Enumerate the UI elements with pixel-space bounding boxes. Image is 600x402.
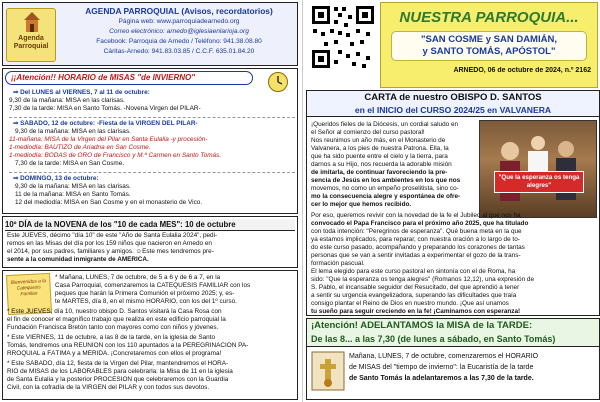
carta-line: convocado el Papa Francisco para el próximo año 2025, que ha titulado <box>311 220 529 227</box>
carta-line: sido: "Que la esperanza os tenga alegres" (Romanos 12,12), una expresión de <box>311 276 535 283</box>
carta-section <box>306 90 600 316</box>
masthead-issue: ARNEDO, 06 de octubre de 2024, n.º 2162 <box>453 67 591 74</box>
agenda-logo-text: Agenda Parroquial <box>13 35 49 50</box>
carta-line: de imitarla, de continuar favoreciendo la pre- <box>311 169 448 176</box>
horario-line: 11 de la mañana: MISA en Santo Tomás. <box>15 191 131 198</box>
mass-icon <box>311 351 345 391</box>
aviso-line: Casa Parroquial, comenzaremos la CATEQUESIS FAMILIAR con los <box>55 282 251 289</box>
horario-line: 9,30 de la mañana: MISA en las clarisas. <box>15 183 131 190</box>
carta-line: consigo plantar el Reino de Dios en nuestro mundo. ¡Que así unamos <box>311 300 509 307</box>
horario-line: 9,30 de la mañana: MISA en las clarisas. <box>15 128 131 135</box>
horario-line: 1-mediodía: BAUTIZO de Ariadna en San Cosme. <box>9 144 151 151</box>
agenda-web: Página web: www.parroquiadearnedo.org <box>118 18 240 25</box>
carta-line: Nos reunimos un año más, en el Monasterio de <box>311 137 446 144</box>
agenda-header <box>2 2 298 66</box>
aviso-line: * Este SÁBADO, día 12, fiesta de la Virgen del Pilar, mantendremos el HORA- <box>7 360 229 367</box>
carta-line: personas que se van a sentir invitadas a experimentar el gozo de la trans- <box>311 252 521 259</box>
atencion-title-bar <box>307 319 599 347</box>
novena-title: 10º DÍA de la NOVENA de los "10 de cada MES": 10 de octubre <box>5 219 295 231</box>
carta-line: do este curso pasado, acompañando y preparando los corazones de tantas <box>311 244 525 251</box>
carta-line: sencia de Jesús en los ambientes en los que nos <box>311 177 461 184</box>
atencion-section <box>306 318 600 400</box>
carta-line: cer lo mejor que hemos recibido. <box>311 201 412 208</box>
aviso-line: RROQUIAL a FÁTIMA y a MÉRIDA. ¡Concretaremos con ellos el programa! <box>7 350 222 357</box>
aviso-line: de Santa Eulalia y la posterior PROCESIÓN que celebraremos con la Guardia <box>7 376 229 383</box>
carta-line: tu sueño para seguir creciendo en la fe! ¡Caminamos con esperanza! <box>311 308 521 315</box>
atencion-line: de MISAS del "tiempo de invierno": la Eucaristía de la tarde <box>349 364 534 371</box>
agenda-caritas: Cáritas-Arnedo: 941.83.03.85 / C.C.F. 635.01.84.20 <box>103 48 255 55</box>
carta-line: El lema elegido para este curso pastoral en sintonía con el de Roma, ha <box>311 268 516 275</box>
masthead-subtitle-2: y SANTO TOMÁS, APÓSTOL" <box>422 46 556 57</box>
aviso-line: Fundación Francisca Bretón tanto con mayores como con niños y jóvenes. <box>7 324 219 331</box>
masthead-subtitle-1: "SAN COSME y SAN DAMIÁN, <box>421 34 557 45</box>
aviso-line: Civil, con la cofradía de la VIRGEN del PILAR y con todos sus devotos. <box>7 384 210 391</box>
agenda-social: Facebook: Parroquia de Arnedo / Teléfono: 941.38.08.80 <box>96 38 262 45</box>
aviso-line: Tomás, tendremos una REUNIÓN con los 110 apuntados a la PEREGRINACIÓN PA- <box>7 342 249 349</box>
novena-line: Este JUEVES, décimo "día 10" de este "Año de Santa Eulalia 2024", pedi- <box>7 232 218 239</box>
horario-title-bar <box>5 71 253 85</box>
carta-title-1: CARTA de nuestro OBISPO D. SANTOS <box>364 92 542 103</box>
aviso-line: el fin de conocer el magnífico trabajo que realiza en este edificio parroquial la <box>7 316 226 323</box>
carta-line: movemos, no como un empeño proselitista, sino co- <box>311 185 459 192</box>
horario-line: ⇒ SÁBADO, 12 de octubre: -Fiesta de la VIRGEN DEL PILAR- <box>13 120 198 127</box>
qr-code-icon <box>310 4 376 70</box>
church-icon <box>7 9 57 35</box>
photo-caption: "Que la esperanza os tenga alegres" <box>494 171 584 193</box>
aviso-line: te MARTES, día 8, en el mismo HORARIO, con los del 1º curso. <box>55 298 237 305</box>
carta-line: ya estamos implicados, para reparar, con nuestra oración a lo largo de to- <box>311 236 520 243</box>
carta-line: S. Pablo, el incansable seguidor del Resucitado, del que aprendió a tener <box>311 284 520 291</box>
carta-line: con toda intención: "Peregrinos de esperanza". Qué buena meta en la que <box>311 228 522 235</box>
masthead-title: NUESTRA PARROQUIA... <box>399 9 579 26</box>
novena-line: sente a la comunidad inmigrante de AMÉRICA. <box>7 256 149 263</box>
carta-line: ¡Queridos fieles de la Diócesis, un cordial saludo en <box>311 121 459 128</box>
horario-title: ¡¡Atención!! HORARIO de MISAS "de INVIERNO" <box>11 73 196 82</box>
atencion-title-2: De las 8... a las 7,30 (de lunes a sábado, en Santo Tomás) <box>311 334 556 344</box>
carta-line: a sentir su urgencia evangelizadora, superando las dificultades que traía <box>311 292 517 299</box>
novena-section <box>2 216 298 268</box>
horario-line: 1-mediodía: BODAS de ORO de Francisco y M.ª Carmen en Santo Tomás. <box>9 152 222 159</box>
bishop-photo <box>479 120 597 218</box>
carta-line: darnos a su Hijo, nos recuerda la adorable misión <box>311 161 452 168</box>
carta-line: que ha sido puente entre el cielo y la tierra, para <box>311 153 448 160</box>
carta-line: Valvanera, a los pies de nuestra Patrona. Ella, la <box>311 145 449 152</box>
horario-line: 7,30 de la tarde: MISA en Santo Tomás. -Novena Virgen del PILAR- <box>9 105 201 112</box>
catequesis-flag-text: Bienvenidos a la Catequesis Familiar <box>10 279 47 298</box>
horario-line: ⇒ DOMINGO, 13 de octubre: <box>13 175 99 182</box>
carta-line: formación pascual. <box>311 260 365 267</box>
aviso-line: * Mañana, LUNES, 7 de octubre, de 5 a 6 y de 6 a 7, en la <box>55 274 221 281</box>
atencion-line: de Santo Tomás la adelantaremos a las 7,30 de la tarde. <box>349 375 534 382</box>
agenda-email: Correo electrónico: arnedo@iglesiaenlarioja.org <box>109 28 249 35</box>
page-divider <box>302 0 303 402</box>
carta-line: mo la consecuencia alegre y espontánea de ofre- <box>311 193 461 200</box>
avisos-section <box>2 270 298 400</box>
horario-line: ⇒ Del LUNES al VIERNES, 7 al 11 de octubre: <box>13 89 150 96</box>
horario-line: 7,30 de la tarde: MISA en San Cosme. <box>15 160 125 167</box>
aviso-line: RIO de MISAS de los LABORABLES para celebrarla: la Misa de 11 en la iglesia <box>7 368 233 375</box>
carta-line: Por eso, queremos revivir con la novedad de la fe el Jubileo al que nos ha <box>311 212 521 219</box>
bishop-photo-image <box>480 121 598 219</box>
horario-line: 12 del mediodía: MISA en San Cosme y en el monasterio de Vico. <box>15 199 203 206</box>
carta-title-2: en el INICIO del CURSO 2024/25 en VALVANERA <box>354 105 552 115</box>
aviso-line: * Este JUEVES, día 10, nuestro obispo D. Santos visitará la Casa Rosa con <box>7 308 222 315</box>
novena-line: el 2014, por sus padres, familiares y amigos. ☺Este mes tendremos pre- <box>7 248 214 255</box>
aviso-line: peques que harán la Primera Comunión el próximo 2025; y, es- <box>55 290 235 297</box>
agenda-logo <box>6 8 56 62</box>
carta-line: el Señor al comienzo del curso pastoral! <box>311 129 425 136</box>
agenda-title: AGENDA PARROQUIAL (Avisos, recordatorios) <box>85 6 273 16</box>
atencion-title-1: ¡Atención! ADELANTAMOS la MISA de la TARDE: <box>311 320 533 331</box>
atencion-line: Mañana, LUNES, 7 de octubre, comenzaremos el HORARIO <box>349 353 539 360</box>
right-page <box>306 0 600 402</box>
horario-section <box>2 68 298 214</box>
aviso-line: * Este VIERNES, 11 de octubre, a las 8 de la tarde, en la iglesia de Santo <box>7 334 216 341</box>
horario-line: 11-mañana: MISA de la Virgen del Pilar en Santa Eulalia -y procesión- <box>9 136 208 143</box>
masthead-subtitle-box <box>391 31 587 61</box>
carta-title-bar <box>307 91 599 117</box>
novena-line: remos en las Misas del día por los 159 niños que nacieron en Arnedo en <box>7 240 212 247</box>
masthead <box>380 2 598 88</box>
horario-line: 9,30 de la mañana: MISA en las clarisas. <box>9 97 125 104</box>
